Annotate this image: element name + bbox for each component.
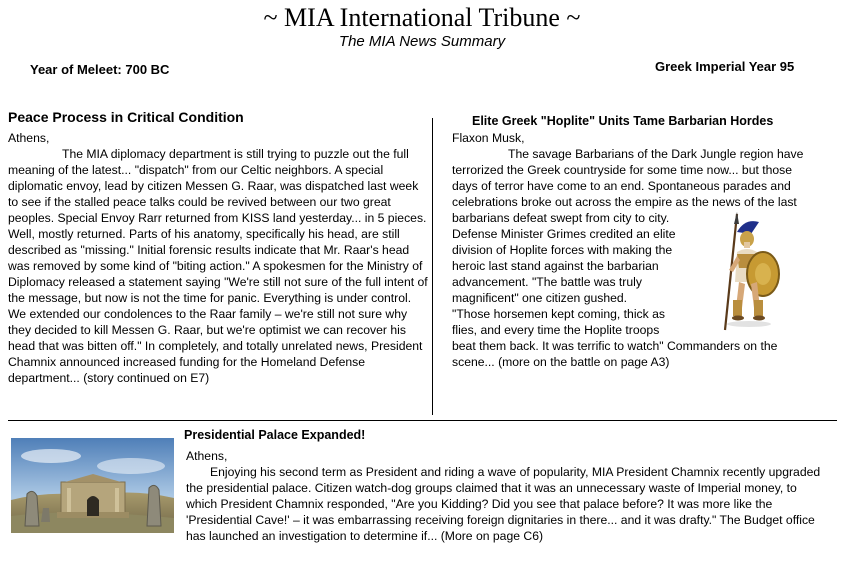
article-palace bbox=[186, 448, 826, 544]
article-palace-headline: Presidential Palace Expanded! bbox=[184, 428, 366, 442]
article-hoplite-line: barbarians defeat swept from city to city. bbox=[452, 211, 670, 225]
article-hoplite-line: terrorized the Greek countryside for some time now... but those bbox=[452, 163, 793, 177]
article-palace-body: Enjoying his second term as President and riding a wave of popularity, MIA President Chamnix recently upgraded the presidential palace. Citizen watch-dog groups claimed that it was an unnecessary waste of Imperial money, to which President Chamnix responded, "Are you Kidding? Did you see that palace before? It was more like the 'Presidential Cave!' – it was embarrassing receiving foreign dignitaries in there... and it was drafty." The Budget office has launched an investigation to determine if... (More on page C6) bbox=[186, 465, 821, 543]
article-peace-dateline: Athens, bbox=[8, 131, 50, 145]
article-hoplite-line: advancement. "The battle was truly bbox=[452, 275, 642, 289]
article-hoplite-line: division of Hoplite forces with making the bbox=[452, 243, 673, 257]
article-hoplite-line: beat them back. It was terrific to watch" Commanders on the bbox=[452, 339, 778, 353]
article-peace bbox=[8, 130, 428, 386]
article-palace-dateline: Athens, bbox=[186, 449, 228, 463]
section-divider bbox=[8, 420, 837, 421]
article-hoplite-line: "Those horsemen kept coming, thick as bbox=[452, 307, 665, 321]
article-hoplite-line: days of terror have come to an end. Spontaneous parades and bbox=[452, 179, 791, 193]
article-peace-body: The MIA diplomacy department is still trying to puzzle out the full meaning of the latest... "dispatch" from our Celtic neighbors. A special diplomatic envoy, lead by citizen Messen G. Raar, was dispatched last week to see if the stalled peace talks could be revived between our two great peoples. Special Envoy Rarr returned from KISS land yesterday... in 5 pieces. Well, mostly returned. Parts of his anatomy, specifically his head, are still described as "missing." Initial forensic results indicate that Mr. Raar's head was removed by some kind of "biting action." A spokesmen for the Ministry of Diplomacy released a statement saying "We're still not sure of the full intent of the message, but now is not the time for panic. Everything is under control. We extended our condolences to the Raar family – we're still not sure why they decided to kill Messen G. Raar, but we're optimist we can recover his head that was bitten off." In completely, and totally unrelated news, President Chamnix announced increased funding for the Homeland Defense department... (story continued on E7) bbox=[8, 147, 428, 385]
column-divider bbox=[432, 118, 433, 415]
presidential-palace-image bbox=[11, 438, 174, 533]
article-hoplite-line: scene... (more on the battle on page A3) bbox=[452, 355, 670, 369]
article-hoplite-byline: Flaxon Musk, bbox=[452, 131, 525, 145]
article-hoplite-line: The savage Barbarians of the Dark Jungle region have bbox=[508, 147, 804, 161]
hoplite-warrior-image bbox=[715, 212, 785, 334]
article-peace-headline: Peace Process in Critical Condition bbox=[8, 109, 244, 125]
article-hoplite-line: Defense Minister Grimes credited an elite bbox=[452, 227, 676, 241]
newspaper-title: ~ MIA International Tribune ~ bbox=[263, 3, 581, 32]
year-of-meleet: Year of Meleet: 700 BC bbox=[30, 62, 170, 77]
article-hoplite-line: magnificent" one citizen gushed. bbox=[452, 291, 628, 305]
article-hoplite-headline: Elite Greek "Hoplite" Units Tame Barbarian Hordes bbox=[472, 114, 774, 128]
article-hoplite-line: celebrations broke out across the empire as the news of the last bbox=[452, 195, 797, 209]
article-hoplite-line: flies, and every time the Hoplite troops bbox=[452, 323, 660, 337]
greek-imperial-year: Greek Imperial Year 95 bbox=[655, 59, 795, 74]
article-hoplite-line: heroic last stand against the barbarian bbox=[452, 259, 659, 273]
newspaper-subtitle: The MIA News Summary bbox=[338, 33, 506, 50]
